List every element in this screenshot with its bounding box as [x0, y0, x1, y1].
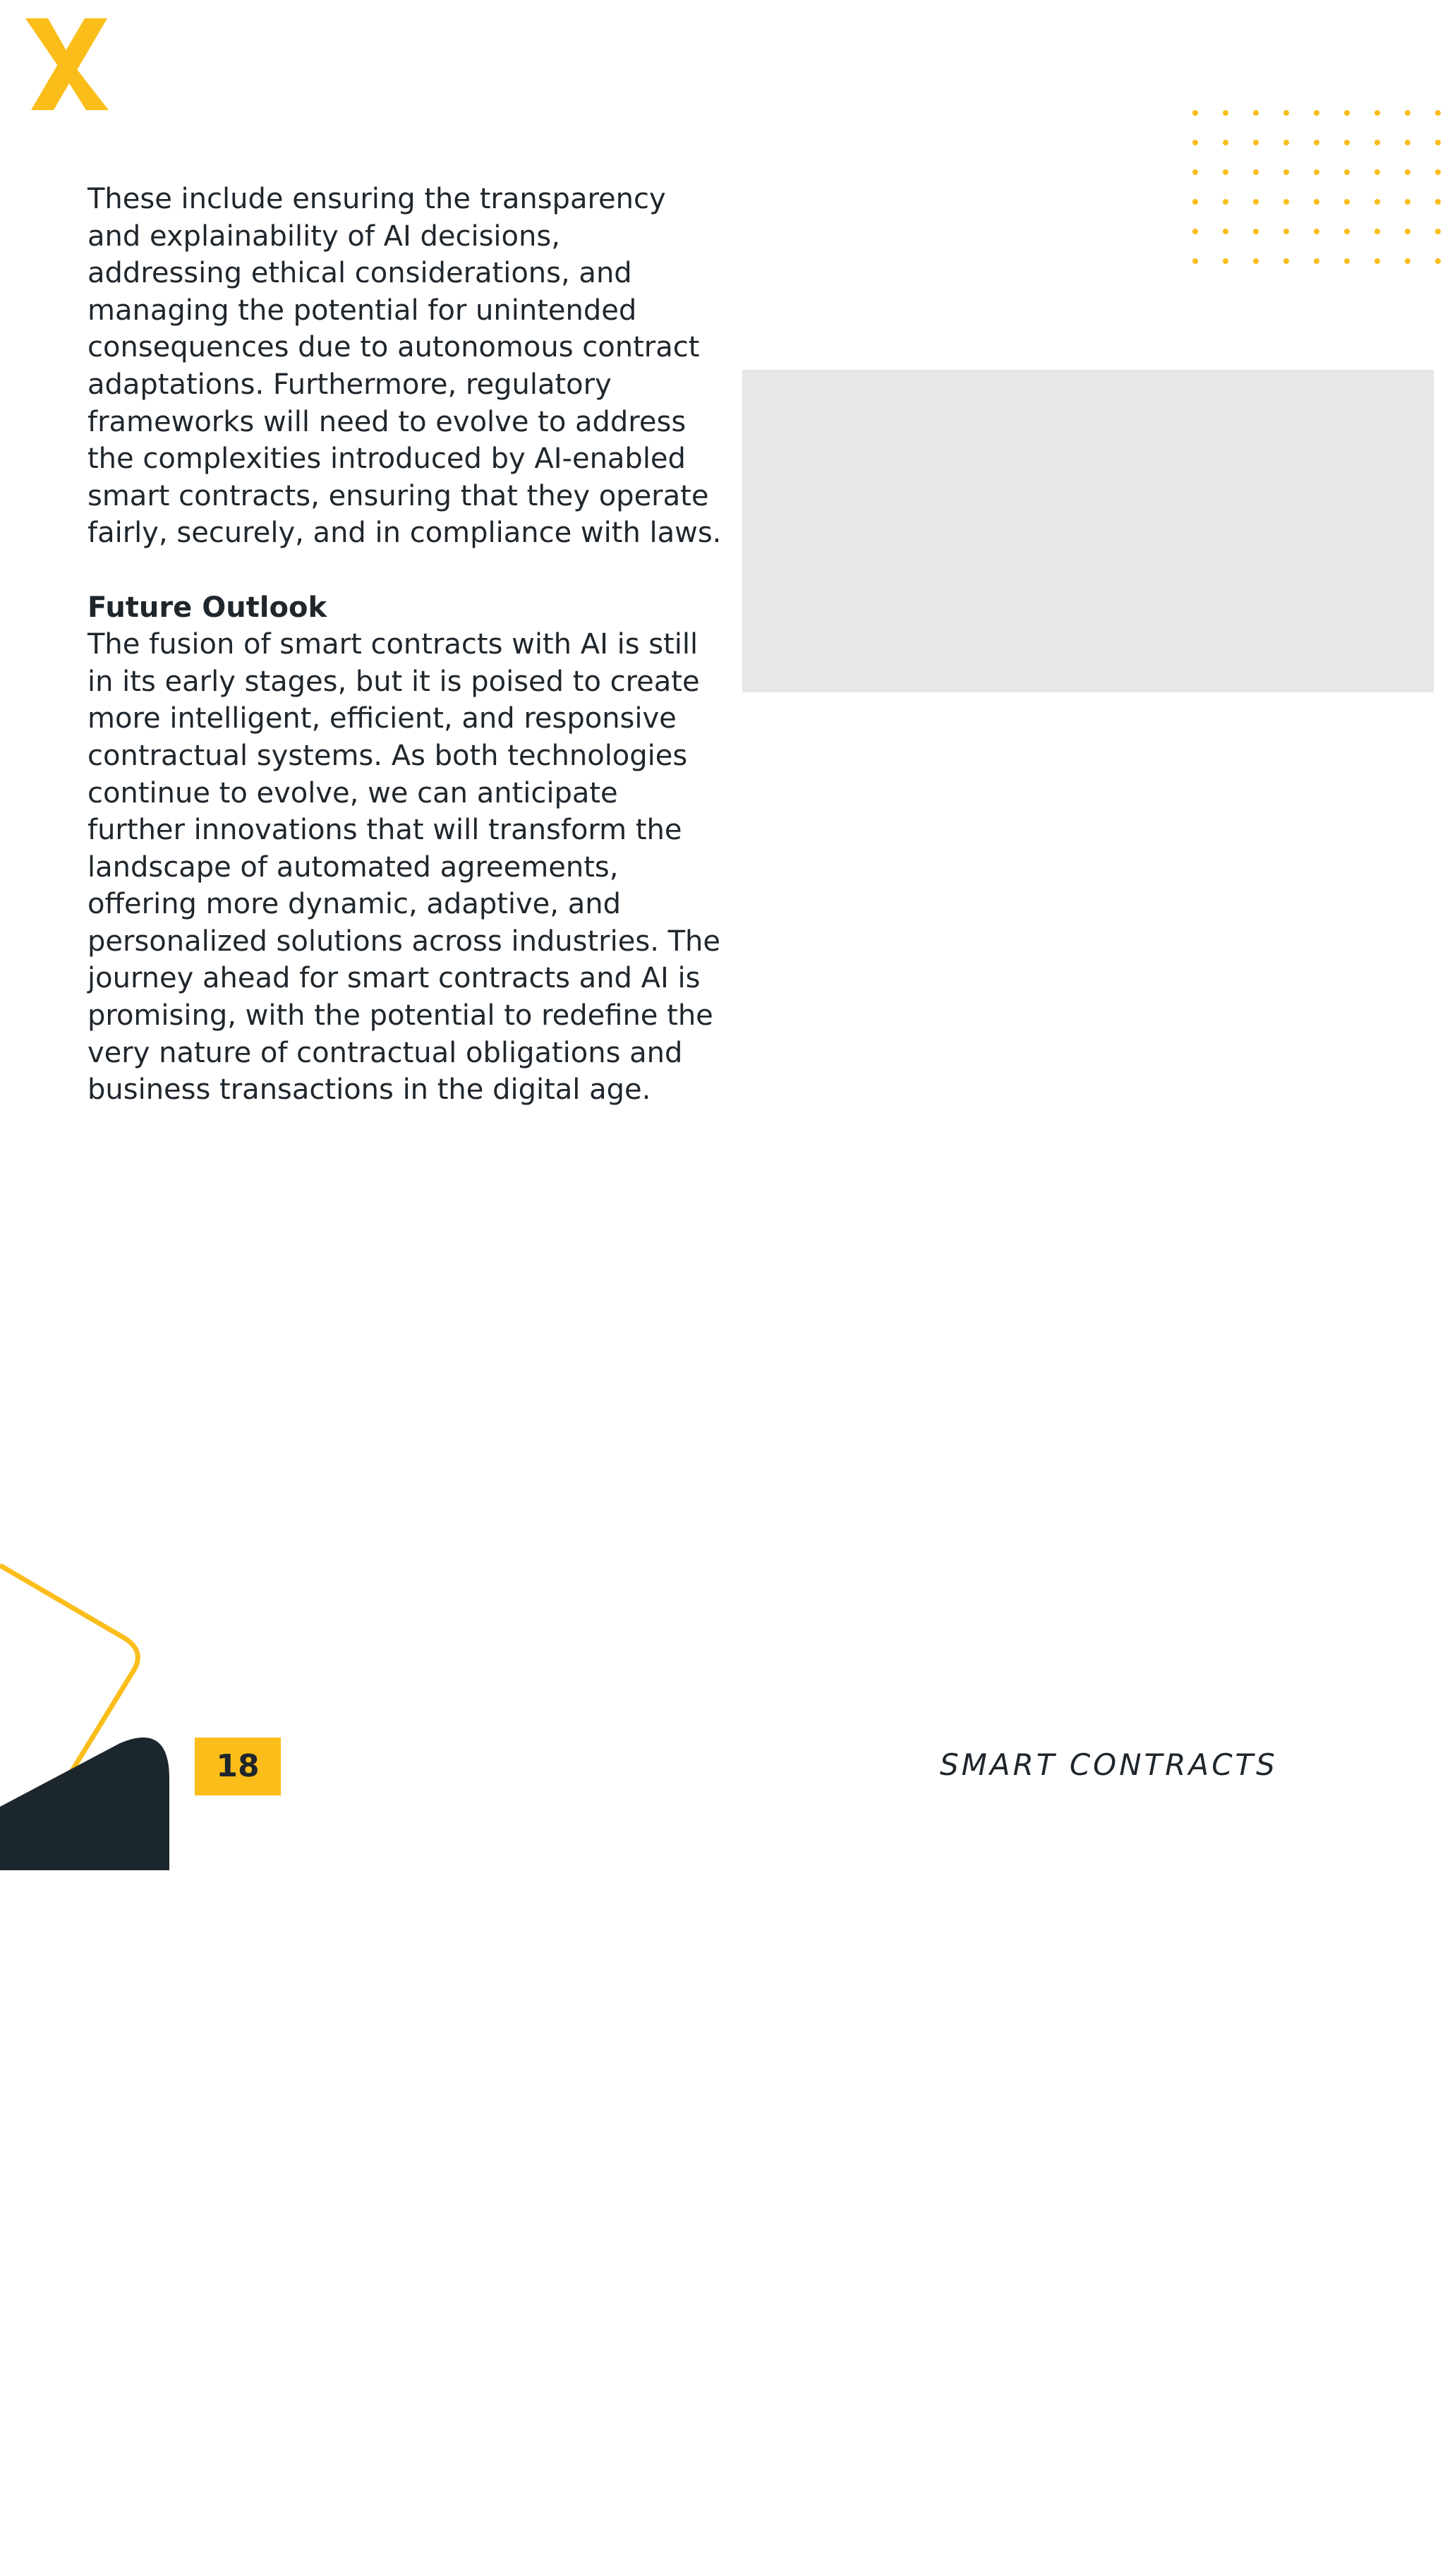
x-logo-icon: [25, 18, 109, 110]
footer-title: SMART CONTRACTS: [940, 1747, 1278, 1782]
corner-decoration: [0, 1934, 212, 2576]
paragraph-future-outlook: The fusion of smart contracts with AI is still in its early stages, but it is poised to create more intelligent, efficient, and responsive contractual systems. As both technologies continue to evolve, we can anticipate further innovations that will transform the landscape of automated agreements, offering more dynamic, adaptive, and personalized solutions across industries. The journey ahead for smart contracts and AI is promising, with the potential to redefine the very nature of contractual obligations and business transactions in the digital age.: [87, 628, 721, 1107]
page-number: 18: [195, 1738, 281, 1795]
dot-grid-decoration: [1188, 106, 1445, 268]
section-heading: Future Outlook: [87, 591, 327, 624]
image-placeholder: [742, 370, 1434, 692]
paragraph-gap: [87, 552, 722, 589]
paragraph-challenges: These include ensuring the transparency and explainability of AI decisions, addressing ethical considerations, and managing the potential for unintended consequences due to autonomous contract adaptations. Furthermore, regulatory frameworks will need to evolve to address the complexities introduced by AI-enabled smart contracts, ensuring that they operate fairly, securely, and in compliance with laws.: [87, 183, 722, 550]
body-text: [87, 181, 722, 1109]
